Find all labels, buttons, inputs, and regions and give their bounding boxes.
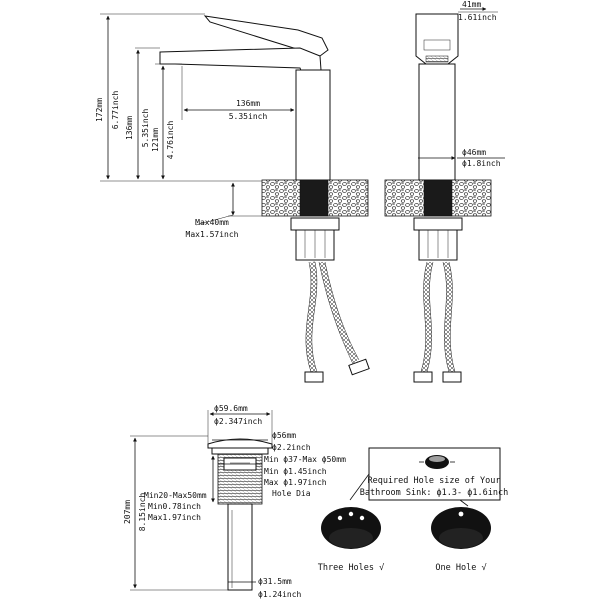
height-spout-mm: 136mm <box>125 115 134 141</box>
height-outlet-mm: 121mm <box>151 127 160 153</box>
drain-flange <box>212 448 268 454</box>
mounting-nut-front <box>414 218 462 230</box>
hole-dia-line3: Max ϕ1.97inch <box>264 478 327 487</box>
hole-dia-line4: Hole Dia <box>272 489 311 498</box>
three-holes-label: Three Holes √ <box>317 563 385 573</box>
tail-dia-in: ϕ1.24inch <box>258 590 302 599</box>
drain-tailpiece <box>228 504 252 590</box>
height-spout-in: 5.35inch <box>141 108 150 148</box>
height-outlet-in: 4.76inch <box>166 120 175 160</box>
reach-in: 5.35inch <box>228 112 268 121</box>
thick-line3: Max1.97inch <box>148 513 201 522</box>
top-width-mm: 41mm <box>462 0 482 9</box>
front-aerator <box>426 56 448 62</box>
one-hole-sink <box>431 507 491 549</box>
flange-dia-mm: ϕ56mm <box>272 431 297 440</box>
base-dia-mm: ϕ46mm <box>462 148 487 157</box>
base-dia-in: ϕ1.8inch <box>462 159 501 168</box>
reach-mm: 136mm <box>235 99 261 108</box>
hose-fitting-front-1 <box>414 372 432 382</box>
tail-dia-mm: ϕ31.5mm <box>258 577 292 586</box>
length-mm: 207mm <box>123 499 132 525</box>
height-total-in: 6.77inch <box>111 90 120 130</box>
mounting-nut-side <box>291 218 339 230</box>
front-view <box>385 0 505 382</box>
drain-view <box>123 404 346 599</box>
cap-dia-mm: ϕ59.6mm <box>214 404 248 413</box>
hole-dia-line2: Min ϕ1.45inch <box>264 467 327 476</box>
required-line1: Required Hole size of Your <box>367 476 501 486</box>
deck-max-mm: Max40mm <box>195 218 229 227</box>
hose-fitting-side-1 <box>305 372 323 382</box>
required-line2: Bathroom Sink: ϕ1.3- ϕ1.6inch <box>359 488 509 498</box>
front-body <box>419 64 455 180</box>
faucet-body <box>296 70 330 180</box>
thick-line1: Min20-Max50mm <box>144 491 207 500</box>
mount-shank-front <box>424 180 452 216</box>
sink-panel <box>318 448 508 573</box>
thick-line2: Min0.78inch <box>148 502 201 511</box>
hose-right-side <box>322 262 356 362</box>
top-width-in: 1.61inch <box>458 13 497 22</box>
hose-fitting-front-2 <box>443 372 461 382</box>
one-hole-label: One Hole √ <box>435 563 487 573</box>
length-in: 8.15inch <box>138 492 147 532</box>
flange-dia-in: ϕ2.2inch <box>272 443 311 452</box>
hole-dia-line1: Min ϕ37-Max ϕ50mm <box>264 455 346 464</box>
side-view <box>95 14 369 382</box>
three-holes-sink <box>321 507 381 549</box>
deck-max-in: Max1.57inch <box>185 230 239 239</box>
mount-shank-side <box>300 180 328 216</box>
cap-dia-in: ϕ2.347inch <box>214 417 263 426</box>
height-total-mm: 172mm <box>95 97 104 123</box>
